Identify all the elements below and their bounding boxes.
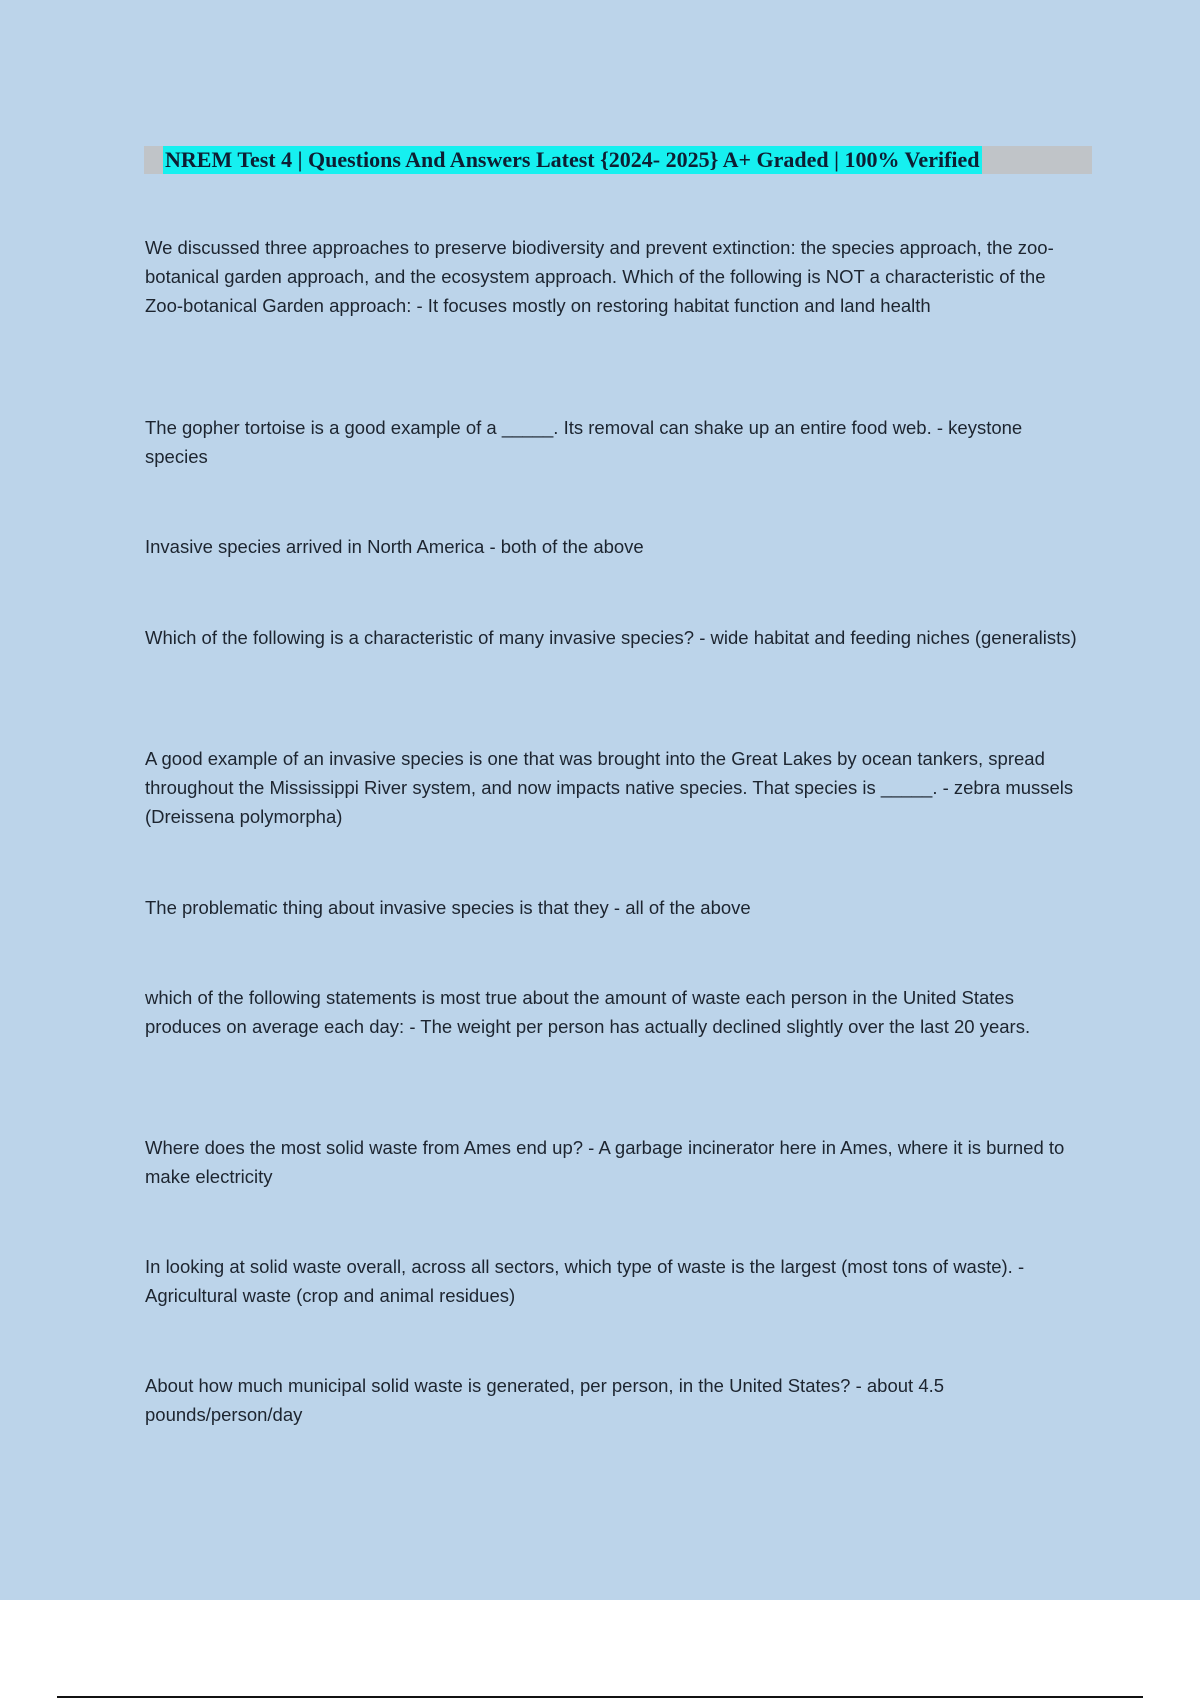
qa-item: Invasive species arrived in North America - both of the above (145, 536, 644, 557)
qa-item: The gopher tortoise is a good example of a _____. Its removal can shake up an entire food web. - keystone species (145, 417, 1023, 467)
qa-item: which of the following statements is most true about the amount of waste each person in the United States produces on average each day: - The weight per person has actually declined slightly over the last 20 years. (145, 987, 1031, 1037)
qa-item: In looking at solid waste overall, across all sectors, which type of waste is the largest (most tons of waste). - Agricultural waste (crop and animal residues) (145, 1256, 1025, 1306)
qa-item: A good example of an invasive species is one that was brought into the Great Lakes by ocean tankers, spread throughout the Mississippi River system, and now impacts native species. That species is _____. - zebra mussels (Dreissena polymorpha) (145, 748, 1074, 827)
document-title: NREM Test 4 | Questions And Answers Latest {2024- 2025} A+ Graded | 100% Verified (165, 147, 980, 172)
qa-item: About how much municipal solid waste is generated, per person, in the United States? - about 4.5 pounds/person/day (145, 1375, 945, 1425)
qa-item: The problematic thing about invasive species is that they - all of the above (145, 897, 751, 918)
qa-item: Where does the most solid waste from Ames end up? - A garbage incinerator here in Ames, where it is burned to make electricity (145, 1137, 1065, 1187)
qa-item: Which of the following is a characteristic of many invasive species? - wide habitat and feeding niches (generalists) (145, 627, 1077, 648)
qa-item: We discussed three approaches to preserve biodiversity and prevent extinction: the species approach, the zoo-botanical garden approach, and the ecosystem approach. Which of the following is NOT a characteristic of the Zoo-botanical Garden approach: - It focuses mostly on restoring habitat function and land health (145, 237, 1054, 316)
footer-divider (57, 1696, 1143, 1698)
